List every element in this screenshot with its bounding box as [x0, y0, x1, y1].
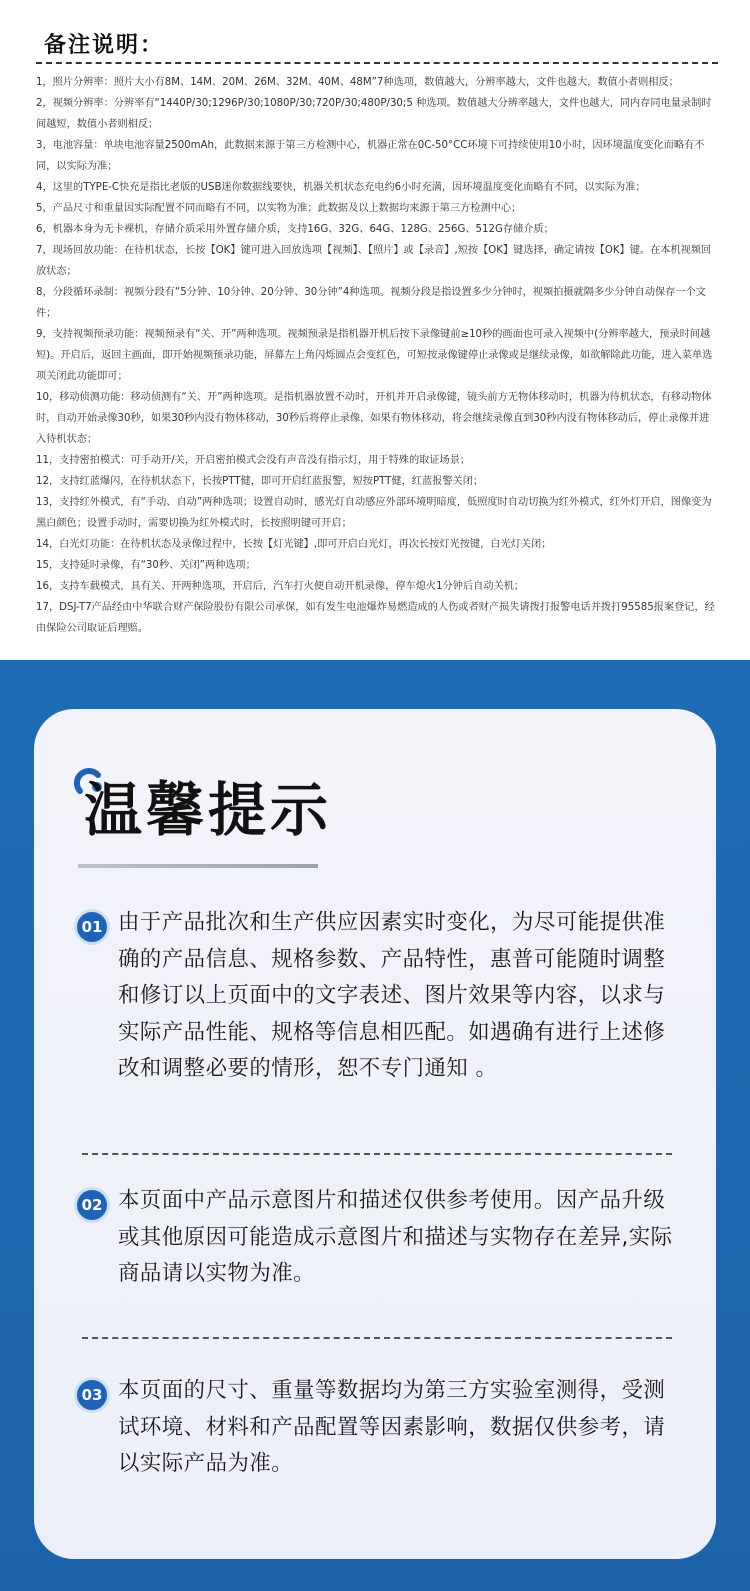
- note-item-16: 16，支持车载模式，具有关、开两种选项，开启后，汽车打火便自动开机录像，停车熄火1分钟后自动关机；: [36, 581, 525, 592]
- tip-number-badge: 01: [74, 909, 110, 945]
- note-item-10: 10，移动侦测功能：移动侦测有“关、开”两种选项。是指机器放置不动时，开机并开启录像键，镜头前方无物体移动时，机器为待机状态，有移动物体时，自动开始录像30秒，如果30秒内没有物体移动，30秒后将停止录像，如果有物体移动，将会继续录像直到30秒内没有物体移动后，停止录像并进入待机状态；: [36, 392, 712, 445]
- tip-number-badge: 02: [74, 1187, 110, 1223]
- notes-list: [36, 72, 718, 639]
- tip-divider-1: [82, 1153, 672, 1155]
- note-item-9: 9，支持视频预录功能：视频预录有“关、开”两种选项。视频预录是指机器开机后按下录像键前≥10秒的画面也可录入视频中(分辨率越大，预录时间越短)。开启后，返回主画面，即开始视频预录功能，屏幕左上角闪烁圆点会变红色，可短按录像键停止录像或是继续录像，如欲解除此功能，进入菜单选项关闭此功能即可；: [36, 329, 713, 382]
- notes-divider: [36, 62, 718, 64]
- note-item-12: 12，支持红蓝爆闪，在待机状态下，长按PTT健，即可开启红蓝报警，短按PTT健，红蓝报警关闭；: [36, 476, 484, 487]
- tip-text: 由于产品批次和生产供应因素实时变化，为尽可能提供准确的产品信息、规格参数、产品特性，惠普可能随时调整和修订以上页面中的文字表述、图片效果等内容，以求与实际产品性能、规格等信息相匹配。如遇确有进行上述修改和调整必要的情形，恕不专门通知 。: [118, 910, 666, 1081]
- note-item-17: 17，DSJ-T7产品经由中华联合财产保险股份有限公司承保，如有发生电池爆炸易燃造成的人伤或者财产损失请拨打报警电话并拨打95585报案登记，经由保险公司取证后理赔。: [36, 602, 715, 634]
- tips-card: [34, 709, 716, 1559]
- note-item-13: 13，支持红外模式，有“手动、自动”两种选项；设置自动时，感光灯自动感应外部环境明暗度，低照度时自动切换为红外模式，红外灯开启，图像变为黑白颜色；设置手动时，需要切换为红外模式时，长按照明键可开启；: [36, 497, 712, 529]
- note-item-5: 5，产品尺寸和重量因实际配置不同而略有不同，以实物为准；此数据及以上数据均来源于第三方检测中心；: [36, 203, 522, 214]
- note-item-7: 7，现场回放功能：在待机状态，长按【OK】键可进入回放选项【视频】、【照片】或【录音】,短按【OK】键选择，确定请按【OK】键。在本机视频回放状态；: [36, 245, 712, 277]
- tips-heading: 温馨提示: [84, 776, 333, 844]
- notes-section: [0, 0, 750, 660]
- note-item-15: 15，支持延时录像，有“30秒、关闭”两种选项；: [36, 560, 256, 571]
- tip-text: 本页面中产品示意图片和描述仅供参考使用。因产品升级或其他原因可能造成示意图片和描述与实物存在差异,实际商品请以实物为准。: [118, 1188, 673, 1286]
- note-item-1: 1，照片分辨率：照片大小有8M、14M、20M、26M、32M、40M、48M”7种选项，数值越大，分辨率越大，文件也越大，数值小者则相反；: [36, 77, 679, 88]
- heading-underline: [78, 864, 318, 868]
- note-item-2: 2，视频分辨率：分辨率有“1440P/30;1296P/30;1080P/30;720P/30;480P/30;5 种选项。数值越大分辨率越大，文件也越大，同内存同电量录制时间越短，数值小者则相反；: [36, 98, 712, 130]
- tip-divider-2: [82, 1337, 672, 1339]
- tip-text: 本页面的尺寸、重量等数据均为第三方实验室测得，受测试环境、材料和产品配置等因素影响，数据仅供参考，请以实际产品为准。: [118, 1378, 666, 1476]
- note-item-11: 11，支持密拍模式：可手动开/关，开启密拍模式会没有声音没有指示灯，用于特殊的取证场景；: [36, 455, 471, 466]
- tip-number-badge: 03: [74, 1377, 110, 1413]
- note-item-6: 6，机器本身为无卡裸机，存储介质采用外置存储介质，支持16G、32G、64G、128G、256G、512G存储介质；: [36, 224, 554, 235]
- notes-title: 备注说明：: [44, 33, 165, 58]
- note-item-14: 14，白光灯功能：在待机状态及录像过程中，长按【灯光键】,即可开启白光灯，再次长按灯光按键，白光灯关闭；: [36, 539, 552, 550]
- note-item-3: 3，电池容量：单块电池容量2500mAh，此数据来源于第三方检测中心，机器正常在0C-50°CC环境下可持续使用10小时，因环境温度变化而略有不同，以实际为准；: [36, 140, 705, 172]
- note-item-4: 4，这里的TYPE-C快充是指比老版的USB迷你数据线要快，机器关机状态充电约6小时充满，因环境温度变化而略有不同，以实际为准；: [36, 182, 646, 193]
- note-item-8: 8，分段循环录制：视频分段有“5分钟、10分钟、20分钟、30分钟”4种选项。视频分段是指设置多少分钟时，视频拍摄就隔多少分钟自动保存一个文件；: [36, 287, 706, 319]
